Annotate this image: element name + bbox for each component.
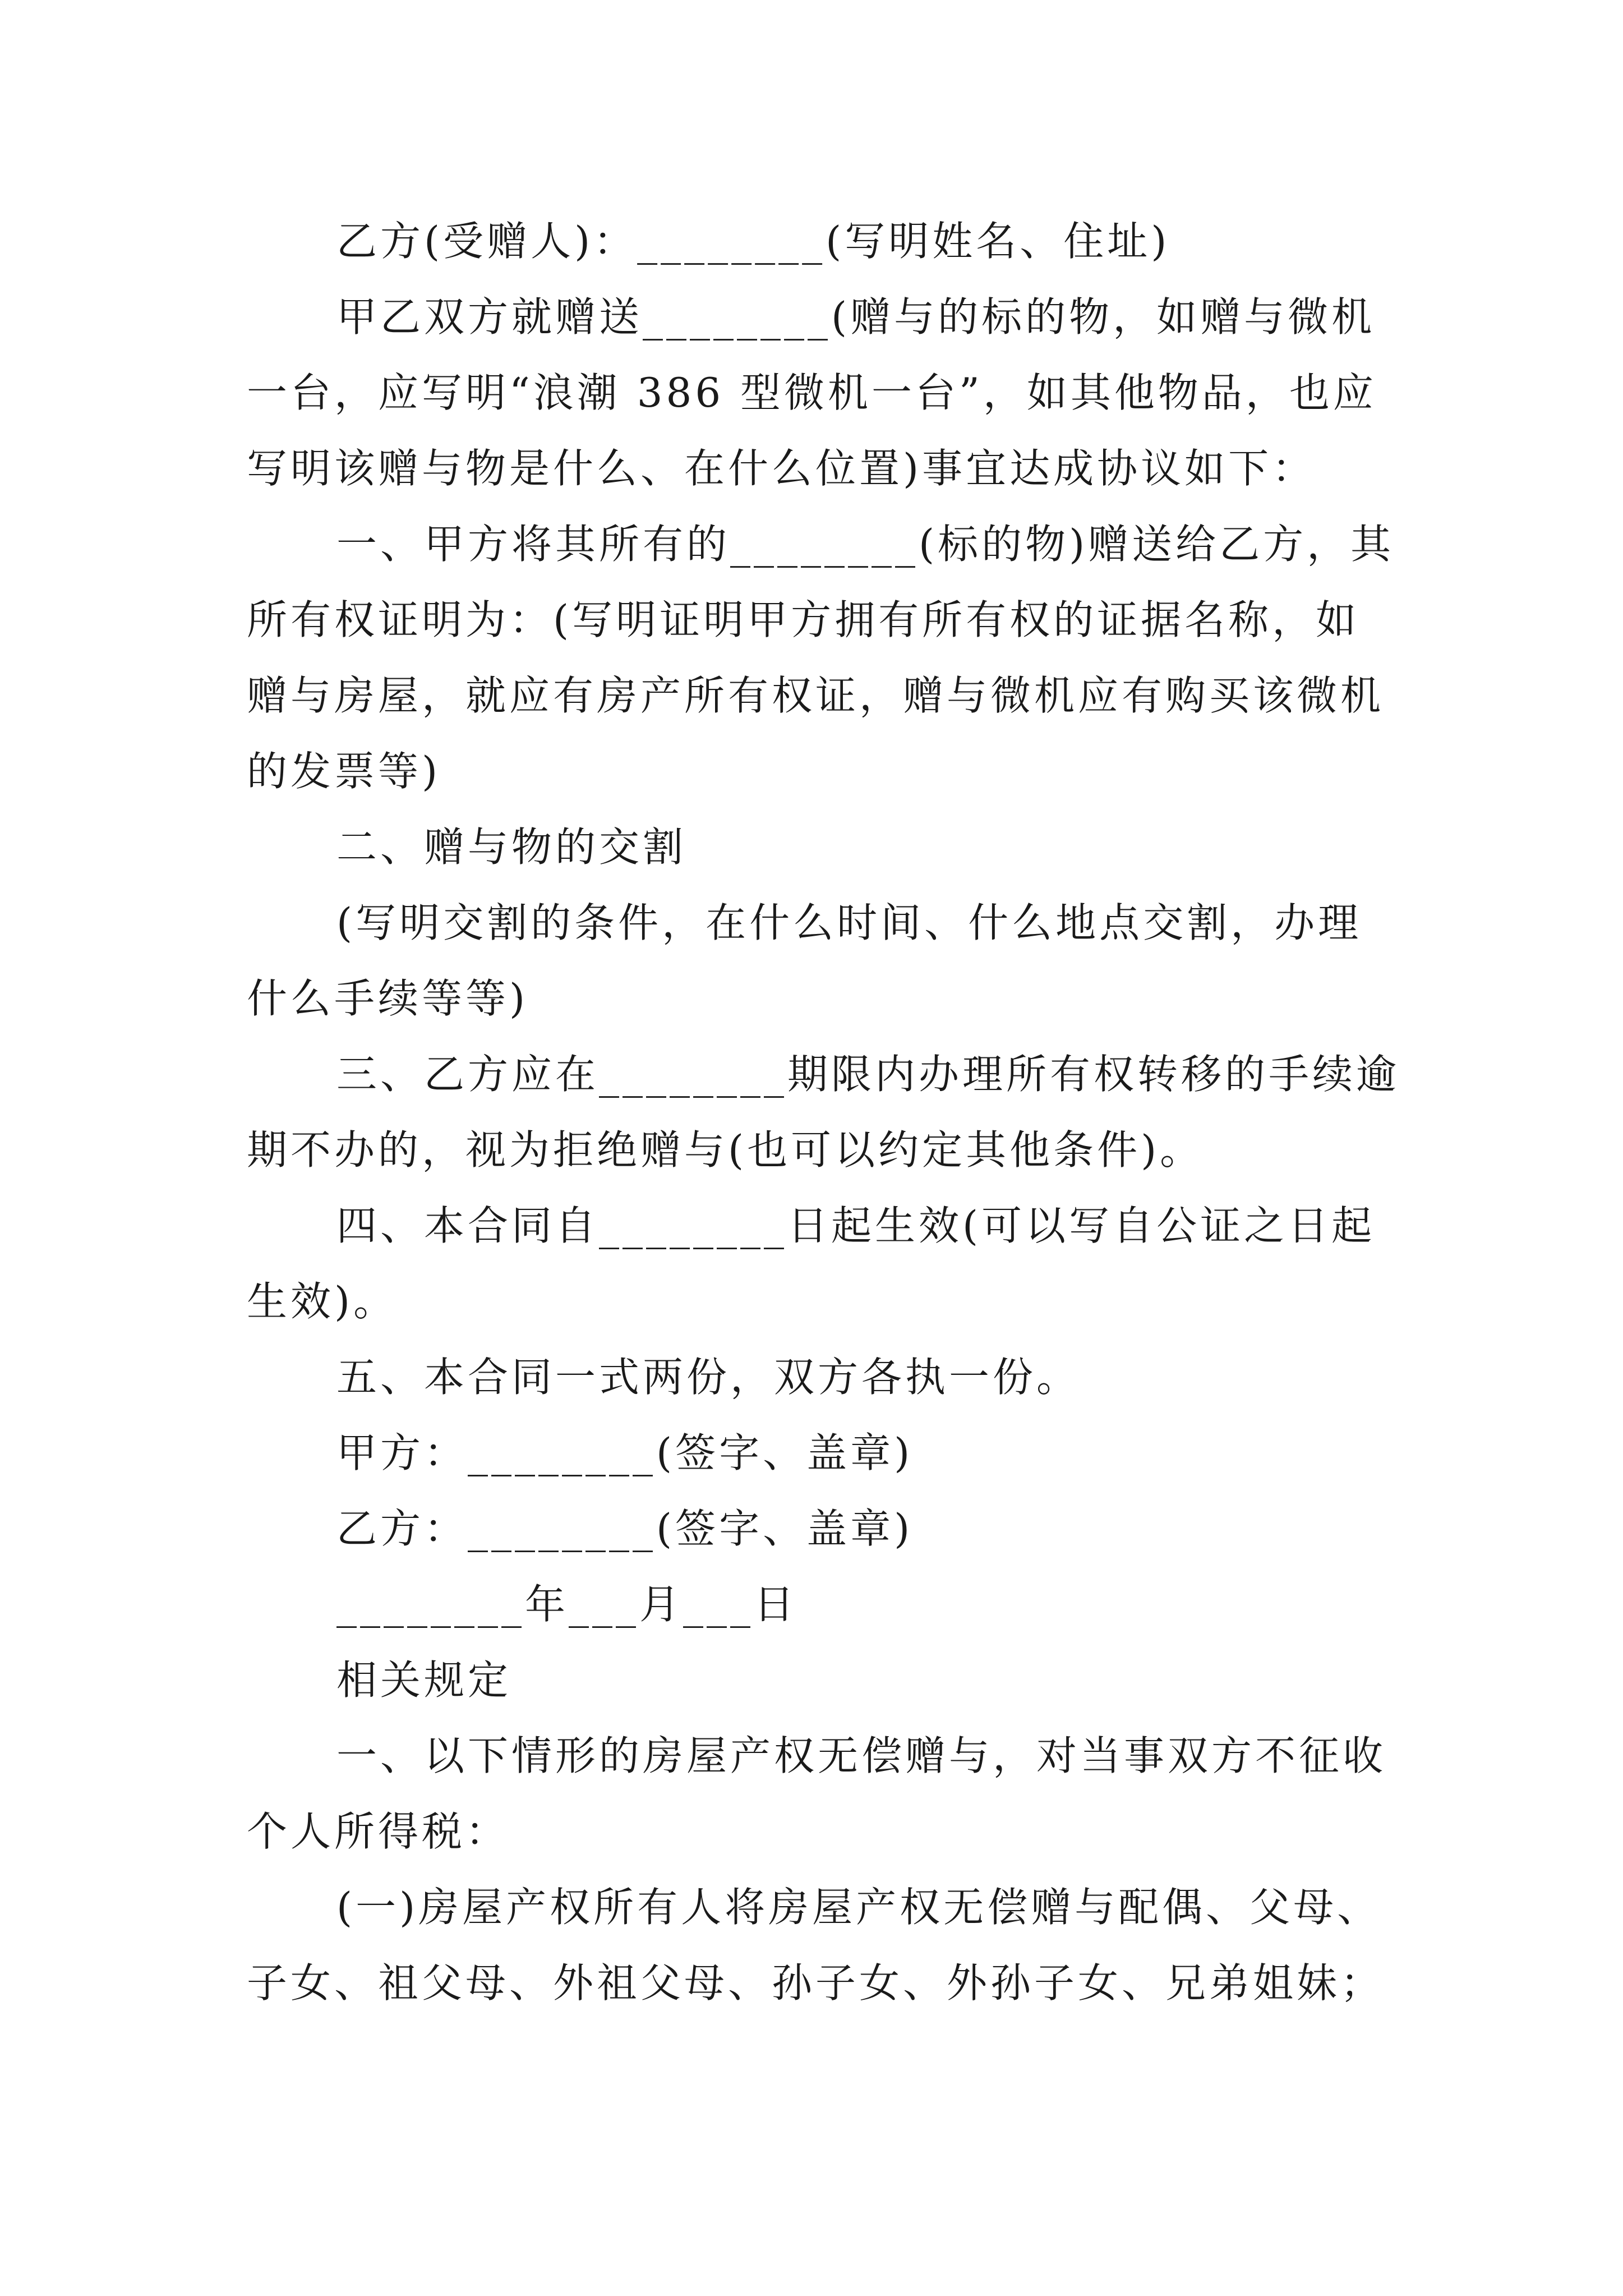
paragraph-line: 的发票等) [247,748,441,795]
paragraph-line: 子女、祖父母、外祖父母、孙子女、外孙子女、兄弟姐妹； [247,1959,1385,2007]
regulation-1-item-1: (一)房屋产权所有人将房屋产权无偿赠与配偶、父母、 [336,1884,1381,1931]
paragraph-line: 写明该赠与物是什么、在什么位置)事宜达成协议如下： [247,445,1316,492]
paragraph-line: 赠与房屋，就应有房产所有权证，赠与微机应有购买该微机 [247,672,1385,719]
paragraph-line: 生效)。 [247,1278,398,1325]
party-b-line: 乙方(受赠人)：________(写明姓名、住址) [336,218,1170,265]
date-line: ________年___月___日 [336,1581,797,1628]
paragraph-line: 什么手续等等) [247,975,529,1022]
paragraph-line: 甲乙双方就赠送________(赠与的标的物，如赠与微机 [336,293,1376,341]
clause-3-line: 三、乙方应在________期限内办理所有权转移的手续逾 [336,1051,1400,1098]
clause-2-heading: 二、赠与物的交割 [336,823,687,871]
clause-5-line: 五、本合同一式两份，双方各执一份。 [336,1354,1081,1401]
regulation-1-line: 一、以下情形的房屋产权无偿赠与，对当事双方不征收 [336,1732,1387,1779]
clause-4-line: 四、本合同自________日起生效(可以写自公证之日起 [336,1202,1376,1249]
section-heading: 相关规定 [336,1657,512,1704]
paragraph-line: (写明交割的条件，在什么时间、什么地点交割，办理 [336,899,1362,946]
party-a-signature-line: 甲方：________(签字、盖章) [336,1429,914,1476]
paragraph-line: 个人所得税： [247,1808,510,1855]
clause-1-line: 一、甲方将其所有的________(标的物)赠送给乙方，其 [336,521,1395,568]
paragraph-line: 所有权证明为：(写明证明甲方拥有所有权的证据名称，如 [247,596,1360,643]
party-b-signature-line: 乙方：________(签字、盖章) [336,1505,914,1552]
paragraph-line: 一台，应写明“浪潮 386 型微机一台”，如其他物品，也应 [247,369,1377,416]
paragraph-line: 期不办的，视为拒绝赠与(也可以约定其他条件)。 [247,1126,1204,1174]
